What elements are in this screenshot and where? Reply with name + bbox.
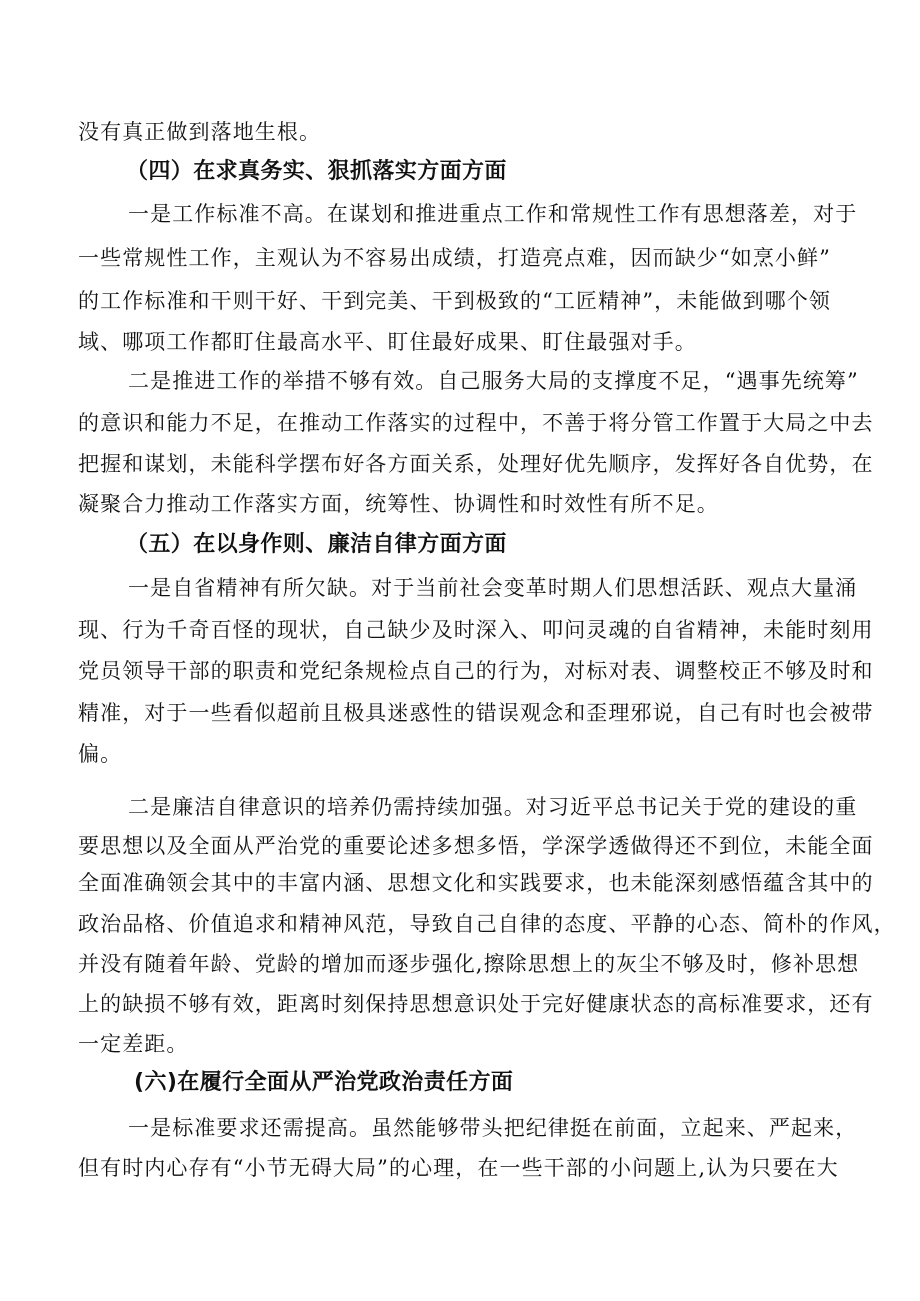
paragraph-line: 上的缺损不够有效，距离时刻保持思想意识处于完好健康状态的高标准要求，还有 bbox=[78, 992, 874, 1016]
paragraph-line: 但有时内心存有“小节无碍大局”的心理，在一些干部的小问题上,认为只要在大 bbox=[78, 1156, 839, 1180]
section-heading-5: （五）在以身作则、廉洁自律方面方面 bbox=[126, 532, 507, 557]
paragraph-line: 精准，对于一些看似超前且极具迷惑性的错误观念和歪理邪说，自己有时也会被带 bbox=[78, 701, 874, 725]
paragraph-line: 全面准确领会其中的丰富内涵、思想文化和实践要求，也未能深刻感悟蕴含其中的 bbox=[78, 871, 874, 895]
paragraph-line: 并没有随着年龄、党龄的增加而逐步强化,擦除思想上的灰尘不够及时，修补思想 bbox=[78, 952, 860, 976]
paragraph-line: 现、行为千奇百怪的现状，自己缺少及时深入、叩问灵魂的自省精神，未能时刻用 bbox=[78, 618, 874, 642]
paragraph-line: 政治品格、价值追求和精神风范，导致自己自律的态度、平静的心态、简朴的作风， bbox=[78, 912, 896, 936]
paragraph-line: 的工作标准和干则干好、干到完美、干到极致的“工匠精神”，未能做到哪个领 bbox=[78, 289, 831, 313]
paragraph-line: 的意识和能力不足，在推动工作落实的过程中，不善于将分管工作置于大局之中去 bbox=[78, 411, 874, 435]
paragraph-line: 一是自省精神有所欠缺。对于当前社会变革时期人们思想活跃、观点大量涌 bbox=[128, 576, 858, 600]
paragraph-line: 二是廉洁自律意识的培养仍需持续加强。对习近平总书记关于党的建设的重 bbox=[128, 795, 858, 819]
paragraph-line: 一是标准要求还需提高。虽然能够带头把纪律挺在前面，立起来、严起来， bbox=[128, 1116, 858, 1140]
section-heading-4: （四）在求真务实、狠抓落实方面方面 bbox=[126, 159, 507, 184]
paragraph-line: 域、哪项工作都盯住最高水平、盯住最好成果、盯住最强对手。 bbox=[78, 330, 697, 354]
section-heading-6: (六)在履行全面从严治党政治责任方面 bbox=[134, 1070, 514, 1095]
paragraph-line: 一定差距。 bbox=[78, 1032, 189, 1056]
paragraph-line: 没有真正做到落地生根。 bbox=[78, 120, 322, 144]
paragraph-line: 要思想以及全面从严治党的重要论述多想多悟，学深学透做得还不到位，未能全面 bbox=[78, 834, 874, 858]
paragraph-line: 二是推进工作的举措不够有效。自己服务大局的支撑度不足，“遇事先统筹” bbox=[128, 369, 859, 393]
paragraph-line: 一是工作标准不高。在谋划和推进重点工作和常规性工作有思想落差，对于 bbox=[128, 202, 858, 226]
paragraph-line: 凝聚合力推动工作落实方面，统筹性、协调性和时效性有所不足。 bbox=[78, 492, 719, 516]
paragraph-line: 党员领导干部的职责和党纪条规检点自己的行为，对标对表、调整校正不够及时和 bbox=[78, 659, 874, 683]
paragraph-line: 偏。 bbox=[78, 742, 123, 766]
paragraph-line: 把握和谋划，未能科学摆布好各方面关系，处理好优先顺序，发挥好各自优势，在 bbox=[78, 452, 874, 476]
paragraph-line: 一些常规性工作，主观认为不容易出成绩，打造亮点难，因而缺少“如烹小鲜” bbox=[78, 246, 831, 270]
